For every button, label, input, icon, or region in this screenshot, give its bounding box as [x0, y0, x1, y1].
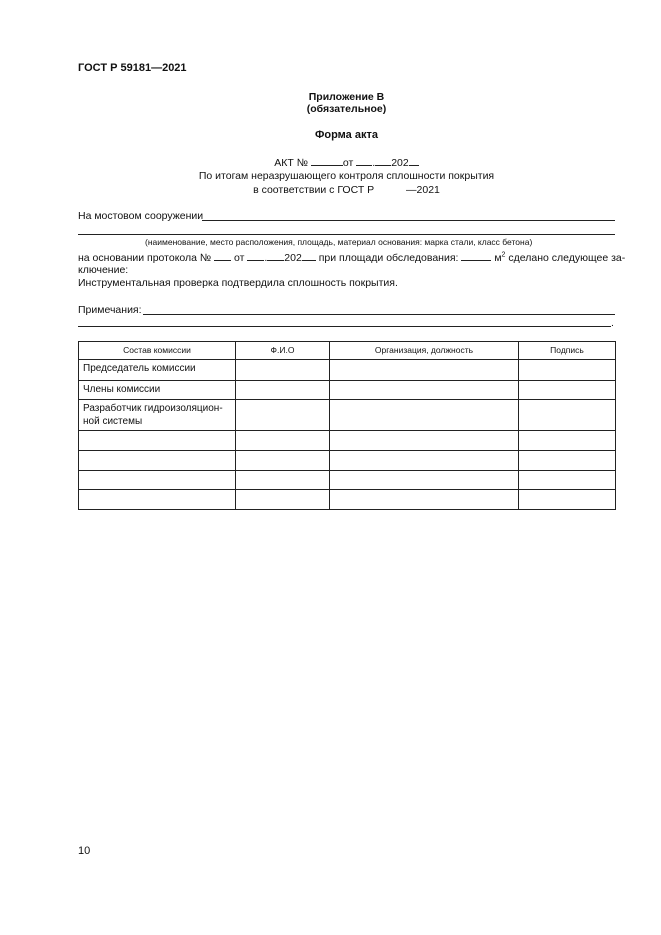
row-fio[interactable]: [236, 400, 330, 431]
act-dot: .: [372, 157, 376, 169]
act-day-blank[interactable]: [356, 156, 372, 166]
protocol-dot: .: [264, 252, 268, 264]
form-title: Форма акта: [315, 129, 378, 141]
row-signature[interactable]: [519, 451, 616, 471]
protocol-from: от: [234, 252, 245, 264]
row-signature[interactable]: [519, 471, 616, 490]
gost-ref-year: —2021: [406, 184, 440, 196]
area-label: при площади обследования:: [318, 252, 459, 264]
conclusion-lead: сделано следующее за-: [508, 252, 626, 264]
notes-end: .: [611, 317, 614, 329]
table-row: [79, 400, 616, 431]
commission-table: [78, 341, 616, 510]
table-row: [79, 490, 616, 510]
row-signature[interactable]: [519, 431, 616, 451]
structure-label: На мостовом сооружении: [78, 210, 204, 222]
protocol-year-prefix: 202: [284, 252, 302, 264]
row-role: Члены комиссии: [79, 381, 236, 400]
notes-field-line-1[interactable]: [143, 314, 615, 315]
row-role[interactable]: [79, 451, 236, 471]
table-header-row: [79, 342, 616, 360]
row-organization[interactable]: [330, 471, 519, 490]
table-row: [79, 451, 616, 471]
structure-hint: (наименование, место расположения, площадь, материал основания: марка стали, класс бетона): [145, 237, 533, 247]
act-month-blank[interactable]: [375, 156, 391, 166]
row-fio[interactable]: [236, 431, 330, 451]
row-fio[interactable]: [236, 381, 330, 400]
protocol-label: на основании протокола №: [78, 252, 212, 264]
row-role[interactable]: [79, 471, 236, 490]
row-organization[interactable]: [330, 451, 519, 471]
area-unit: м: [494, 252, 502, 264]
act-year-blank[interactable]: [409, 156, 419, 166]
protocol-year-blank[interactable]: [302, 251, 316, 261]
row-fio[interactable]: [236, 360, 330, 381]
conclusion-text: Инструментальная проверка подтвердила сплошность покрытия.: [78, 277, 398, 289]
row-signature[interactable]: [519, 400, 616, 431]
protocol-day-blank[interactable]: [247, 251, 264, 261]
row-organization[interactable]: [330, 360, 519, 381]
row-signature[interactable]: [519, 381, 616, 400]
row-fio[interactable]: [236, 451, 330, 471]
protocol-month-blank[interactable]: [267, 251, 284, 261]
appendix-status: (обязательное): [306, 103, 387, 115]
gost-ref-prefix: в соответствии с ГОСТ Р: [253, 184, 375, 196]
row-organization[interactable]: [330, 381, 519, 400]
act-subtitle-2: [78, 184, 615, 196]
act-number-line: [78, 156, 615, 169]
act-subtitle-1: По итогам неразрушающего контроля сплошности покрытия: [198, 170, 495, 182]
area-blank[interactable]: [461, 251, 491, 261]
act-from: от: [342, 157, 354, 169]
row-fio[interactable]: [236, 471, 330, 490]
row-fio[interactable]: [236, 490, 330, 510]
row-organization[interactable]: [330, 400, 519, 431]
structure-field-line-2[interactable]: [78, 234, 615, 235]
header-commission: Состав комиссии: [79, 342, 236, 360]
act-prefix: АКТ №: [274, 157, 308, 169]
standard-header: ГОСТ Р 59181—2021: [78, 62, 187, 74]
appendix-title: Приложение В: [308, 91, 385, 103]
structure-field-line-1[interactable]: [202, 220, 615, 221]
protocol-line-2: ключение:: [78, 264, 129, 276]
row-role: Председатель комиссии: [79, 360, 236, 381]
notes-field-line-2[interactable]: [78, 326, 611, 327]
notes-label: Примечания:: [78, 304, 142, 316]
protocol-number-blank[interactable]: [214, 251, 231, 261]
row-signature[interactable]: [519, 360, 616, 381]
table-row: [79, 381, 616, 400]
row-organization[interactable]: [330, 490, 519, 510]
protocol-line: [78, 251, 625, 264]
row-role: Разработчик гидроизоляцион-ной системы: [79, 400, 236, 431]
table-row: [79, 471, 616, 490]
header-signature: Подпись: [519, 342, 616, 360]
page-number: 10: [78, 845, 91, 857]
table-row: [79, 360, 616, 381]
act-number-blank[interactable]: [311, 156, 343, 166]
area-unit-sup: 2: [501, 251, 506, 259]
row-signature[interactable]: [519, 490, 616, 510]
header-organization: Организация, должность: [330, 342, 519, 360]
act-year-prefix: 202: [391, 157, 409, 169]
row-role[interactable]: [79, 431, 236, 451]
table-row: [79, 431, 616, 451]
header-fio: Ф.И.О: [236, 342, 330, 360]
row-organization[interactable]: [330, 431, 519, 451]
row-role[interactable]: [79, 490, 236, 510]
